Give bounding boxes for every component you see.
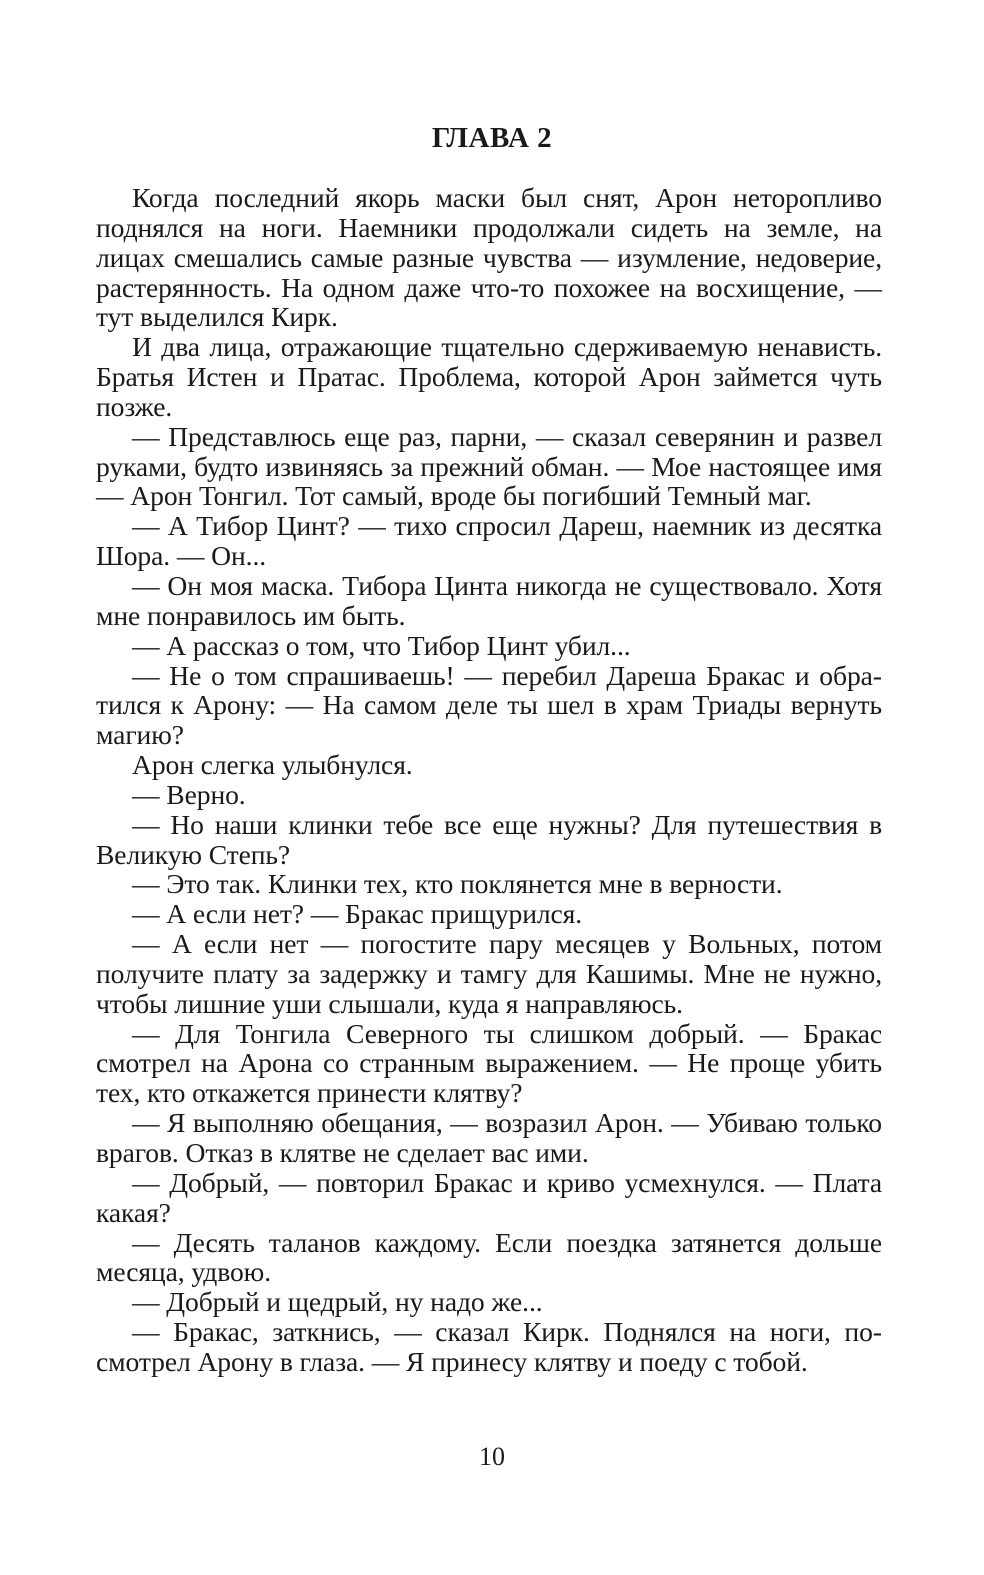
paragraph: Когда последний якорь маски был снят, Арон неторопливо поднялся на ноги. Наемники продолжали сидеть на земле, на лицах смешались самые разные чувства — изумление, недоверие, растерянность. На одном даже что-то похожее на восхищение, — тут выделился Кирк.	[96, 182, 882, 333]
paragraph: Арон слегка улыбнулся.	[132, 749, 413, 781]
paragraph: — А если нет — погостите пару месяцев у Вольных, потом получите плату за задержку и тамгу для Кашимы. Мне не нужно, чтобы лишние уши слышали, куда я направляюсь.	[96, 928, 882, 1019]
paragraph: — А рассказ о том, что Тибор Цинт убил...	[132, 629, 631, 661]
paragraph: — А если нет? — Бракас прищурился.	[132, 898, 583, 930]
chapter-title: ГЛАВА 2	[431, 122, 553, 154]
paragraph: — Он моя маска. Тибора Цинта никогда не существовало. Хотя мне понравилось им быть.	[96, 569, 882, 631]
paragraph: И два лица, отражающие тщательно сдерживаемую ненависть. Братья Истен и Пратас. Проблема, которой Арон займется чуть позже.	[96, 331, 882, 422]
paragraph: — Не о том спрашиваешь! — перебил Дареша Бракас и обратился к Арону: — На самом деле ты шел в храм Триады вернуть магию?	[96, 659, 882, 751]
page-number: 10	[479, 1442, 505, 1471]
paragraph: — Но наши клинки тебе все еще нужны? Для путешествия в Великую Степь?	[96, 808, 882, 870]
paragraph: — Верно.	[132, 778, 246, 810]
paragraph: — Десять таланов каждому. Если поездка затянется дольше месяца, удвою.	[96, 1226, 882, 1288]
chapter-text	[96, 183, 882, 1377]
paragraph: — Это так. Клинки тех, кто поклянется мне в верности.	[132, 868, 783, 900]
paragraph: — Представлюсь еще раз, парни, — сказал северянин и развел руками, будто извиняясь за прежний обман. — Мое настоящее имя — Арон Тонгил. Тот самый, вроде бы погибший Темный маг.	[96, 420, 882, 512]
paragraph: — Добрый, — повторил Бракас и криво усмехнулся. — Плата какая?	[96, 1166, 882, 1228]
paragraph: — Добрый и щедрый, ну надо же...	[132, 1286, 543, 1318]
paragraph: — А Тибор Цинт? — тихо спросил Дареш, наемник из десятка Шора. — Он...	[96, 510, 882, 572]
paragraph: — Бракас, заткнись, — сказал Кирк. Поднялся на ноги, посмотрел Арону в глаза. — Я принесу клятву и поеду с тобой.	[96, 1316, 882, 1377]
paragraph: — Я выполняю обещания, — возразил Арон. — Убиваю только врагов. Отказ в клятве не сделает вас ими.	[96, 1107, 882, 1168]
paragraph: — Для Тонгила Северного ты слишком добрый. — Бракас смотрел на Арона со странным выражением. — Не проще убить тех, кто откажется принести клятву?	[96, 1017, 882, 1109]
